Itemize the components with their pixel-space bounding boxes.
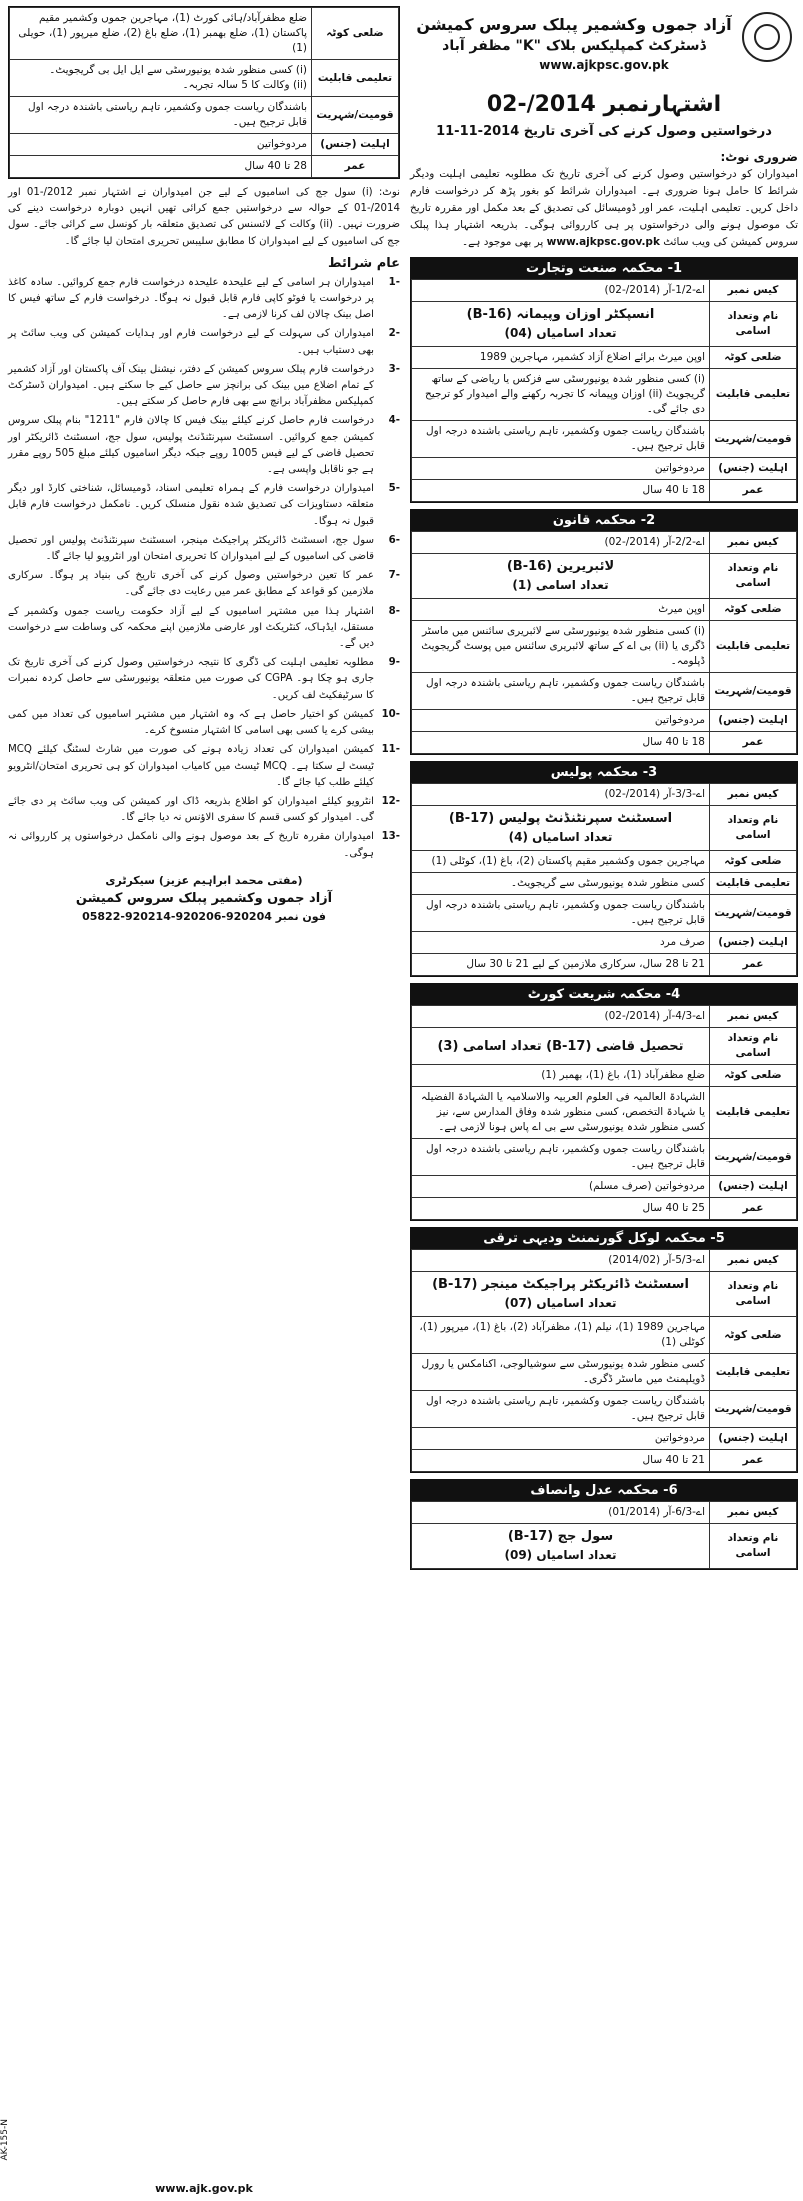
case-number: اے-2/2-آر (2014/-02) [412, 532, 710, 554]
phone-numbers: فون نمبر 920204-920206-920214-05822 [82, 909, 326, 923]
term-number: -7 [388, 570, 400, 582]
domicile: باشندگان ریاست جموں وکشمیر، تاہم ریاستی باشندہ درجہ اول قابل ترجیح ہیں۔ [10, 97, 312, 134]
qualification: (i) کسی منظور شدہ یونیورسٹی سے ایل ایل بی گریجویٹ۔ (ii) وکالت کا 5 سالہ تجربہ۔ [10, 60, 312, 97]
post-name: اسسٹنٹ سپرنٹنڈنٹ پولیس (B-17) تعداد اسامیاں (4) [412, 806, 710, 851]
advertisement-number: اشتہارنمبر 2014/-02 [486, 92, 722, 117]
term-item [8, 829, 400, 861]
left-column [8, 6, 400, 926]
ad-code: AK-155-N [0, 2119, 10, 2161]
notice-website[interactable]: www.ajkpsc.gov.pk [546, 236, 660, 248]
domicile: باشندگان ریاست جموں وکشمیر، تاہم ریاستی باشندہ درجہ اول قابل ترجیح ہیں۔ [412, 1139, 710, 1176]
domicile: باشندگان ریاست جموں وکشمیر، تاہم ریاستی باشندہ درجہ اول قابل ترجیح ہیں۔ [412, 1391, 710, 1428]
domicile: باشندگان ریاست جموں وکشمیر، تاہم ریاستی باشندہ درجہ اول قابل ترجیح ہیں۔ [412, 895, 710, 932]
term-number: -5 [388, 483, 400, 495]
term-item [8, 707, 400, 739]
term-text: امیدواران مقررہ تاریخ کے بعد موصول ہونے والی نامکمل درخواستوں پر کارروائی نہ ہوگی۔ [8, 831, 374, 859]
age: 21 تا 40 سال [412, 1450, 710, 1472]
general-terms-list [8, 275, 400, 862]
district-quota: مہاجرین 1989 (1)، نیلم (1)، مظفرآباد (2)، باغ (1)، میرپور (1)، کوٹلی (1) [412, 1317, 710, 1354]
section-heading: 1- محکمہ صنعت وتجارت [411, 258, 797, 279]
commission-title: آزاد جموں وکشمیر پبلک سروس کمیشن [416, 15, 732, 34]
term-text: امیدواران کی سہولت کے لیے درخواست فارم اور ہدایات کمیشن کی ویب سائٹ پر بھی دستیاب ہیں۔ [8, 328, 374, 356]
post-name: اسسٹنٹ ڈائریکٹر پراجیکٹ مینجر (B-17) تعداد اسامیاں (07) [412, 1272, 710, 1317]
term-item [8, 568, 400, 600]
qualification: کسی منظور شدہ یونیورسٹی سے سوشیالوجی، اکنامکس یا رورل ڈویلپمنٹ میں ماسٹر ڈگری۔ [412, 1354, 710, 1391]
term-item [8, 275, 400, 324]
district-quota: ضلع مظفرآباد/ہائی کورٹ (1)، مہاجرین جموں وکشمیر مقیم پاکستان (1)، ضلع بھمبر (1)، ضلع باغ (2)، ضلع میرپور (1)، حویلی (1) [10, 8, 312, 60]
post-name: سول جج (B-17) تعداد اسامیاں (09) [412, 1524, 710, 1569]
section-justice: 6- محکمہ عدل وانصاف کیس نمبر اے-6/3-آر (01/2014) نام وتعداد اسامی سول جج (B-17) تعداد اسامیاں (09) [410, 1479, 798, 1570]
section-shariat-court: 4- محکمہ شریعت کورٹ کیس نمبر اے-4/3-آر (2014/-02) نام وتعداد اسامی تحصیل قاضی (B-17) تعداد اسامی (3) ضلعی کوٹہ ضلع مظفرآباد (1)، باغ (1)، بھمبر (1) تعلیمی قابلیت الشہادۃ العالمیہ فی العلوم العربیہ والاسلامیہ یا الشہادۃ الفضیلہ یا شہادۃ التخصص، کسی منظور شدہ وفاق المدارس سے، نیز کسی منظور شدہ یونیورسٹی سے بی اے پاس ہونا لازمی ہے۔ قومیت/شہریت باشندگان ریاست جموں وکشمیر، تاہم ریاستی باشندہ درجہ اول قابل ترجیح ہیں۔ اہلیت (جنس) مردوخواتین (صرف مسلم) عمر 25 تا 40 سال [410, 983, 798, 1221]
section-industry: 1- محکمہ صنعت وتجارت کیس نمبر اے-1/2-آر (2014/-02) نام وتعداد اسامی انسپکٹر اوزان وپیمانہ (B-16) تعداد اسامیاں (04) ضلعی کوٹہ اوپن میرٹ برائے اضلاع آزاد کشمیر، مہاجرین 1989 تعلیمی قابلیت (i) کسی منظور شدہ یونیورسٹی سے فزکس یا ریاضی کے ساتھ گریجویٹ (ii) اوزان وپیمانہ کا تجربہ رکھنے والے امیدوار کو ترجیح دی جائے گی۔ قومیت/شہریت باشندگان ریاست جموں وکشمیر، تاہم ریاستی باشندہ درجہ اول قابل ترجیح ہیں۔ اہلیت (جنس) مردوخواتین عمر 18 تا 40 سال [410, 257, 798, 503]
term-number: -4 [388, 415, 400, 427]
gender: مردوخواتین (صرف مسلم) [412, 1176, 710, 1198]
term-text: سول جج، اسسٹنٹ ڈائریکٹر پراجیکٹ مینجر، اسسٹنٹ سپرنٹنڈنٹ پولیس اور تحصیل قاضی کی اسامیوں کے لیے امیدواران کا تحریری امتحان اور انٹرویو لیا جائے گا۔ [8, 534, 374, 563]
term-number: -11 [381, 744, 400, 756]
term-number: -6 [388, 534, 400, 546]
district-quota: ضلع مظفرآباد (1)، باغ (1)، بھمبر (1) [412, 1065, 710, 1087]
term-text: کمیشن کو اختیار حاصل ہے کہ وہ اشتہار میں مشتہر اسامیوں کی تعداد میں کمی بیشی کرے یا کسی بھی اسامی کا اشتہار منسوخ کرے۔ [8, 708, 374, 737]
case-number: اے-1/2-آر (2014/-02) [412, 280, 710, 302]
term-number: -12 [381, 795, 400, 807]
case-number: اے-4/3-آر (2014/-02) [412, 1006, 710, 1028]
qualification: الشہادۃ العالمیہ فی العلوم العربیہ والاسلامیہ یا الشہادۃ الفضیلہ یا شہادۃ التخصص، کسی منظور شدہ وفاق المدارس سے، نیز کسی منظور شدہ یونیورسٹی سے بی اے پاس ہونا لازمی ہے۔ [412, 1087, 710, 1139]
right-column [410, 150, 798, 1570]
civil-judge-note: نوٹ: (i) سول جج کی اسامیوں کے لیے جن امیدواران نے اشتہار نمبر 2012/-01 اور 2014/-01 کے حوالہ سے درخواستیں جمع کرائی تھیں انہیں دوبارہ درخواست دینے کی ضرورت نہیں۔ (ii) وکالت کے لائسنس کی تصدیق متعلقہ بار کونسل سے کرائی جائے۔ سول جج کی اسامیوں کے لیے امیدواران کا مطابق سلیبس تحریری امتحان لیا جائے گا۔ [8, 187, 400, 247]
domicile: باشندگان ریاست جموں وکشمیر، تاہم ریاستی باشندہ درجہ اول قابل ترجیح ہیں۔ [412, 421, 710, 458]
section-justice-continued: ضلعی کوٹہ ضلع مظفرآباد/ہائی کورٹ (1)، مہاجرین جموں وکشمیر مقیم پاکستان (1)، ضلع بھمبر (1)، ضلع باغ (2)، ضلع میرپور (1)، حویلی (1) تعلیمی قابلیت (i) کسی منظور شدہ یونیورسٹی سے ایل ایل بی گریجویٹ۔ (ii) وکالت کا 5 سالہ تجربہ۔ قومیت/شہریت باشندگان ریاست جموں وکشمیر، تاہم ریاستی باشندہ درجہ اول قابل ترجیح ہیں۔ اہلیت (جنس) مردوخواتین عمر 28 تا 40 سال [8, 6, 400, 179]
term-number: -1 [388, 276, 400, 288]
qualification: (i) کسی منظور شدہ یونیورسٹی سے لائبریری سائنس میں ماسٹر ڈگری یا (ii) بی اے کے ساتھ لائبریری سائنس میں پوسٹ گریجویٹ ڈپلومہ۔ [412, 621, 710, 673]
term-text: امیدواران ہر اسامی کے لیے علیحدہ علیحدہ درخواست فارم جمع کروائیں۔ سادہ کاغذ پر درخواست یا فوٹو کاپی فارم قابل قبول نہ ہوگا۔ درخواست فارم کے ساتھ فیس کا اصل بینک چالان لف کرنا لازمی ہے۔ [8, 276, 374, 321]
section-local-government: 5- محکمہ لوکل گورنمنٹ ودیہی ترقی کیس نمبر اے-5/3-آر (2014/02) نام وتعداد اسامی اسسٹنٹ ڈائریکٹر پراجیکٹ مینجر (B-17) تعداد اسامیاں (07) ضلعی کوٹہ مہاجرین 1989 (1)، نیلم (1)، مظفرآباد (2)، باغ (1)، میرپور (1)، کوٹلی (1) تعلیمی قابلیت کسی منظور شدہ یونیورسٹی سے سوشیالوجی، اکنامکس یا رورل ڈویلپمنٹ میں ماسٹر ڈگری۔ قومیت/شہریت باشندگان ریاست جموں وکشمیر، تاہم ریاستی باشندہ درجہ اول قابل ترجیح ہیں۔ اہلیت (جنس) مردوخواتین عمر 21 تا 40 سال [410, 1227, 798, 1473]
term-number: -13 [381, 831, 400, 843]
term-number: -9 [388, 657, 400, 669]
government-website[interactable]: www.ajk.gov.pk [155, 2182, 253, 2195]
case-number: اے-5/3-آر (2014/02) [412, 1250, 710, 1272]
qualification: (i) کسی منظور شدہ یونیورسٹی سے فزکس یا ریاضی کے ساتھ گریجویٹ (ii) اوزان وپیمانہ کا تجربہ رکھنے والے امیدوار کو ترجیح دی جائے گی۔ [412, 369, 710, 421]
commission-address: ڈسٹرکٹ کمپلیکس بلاک "K" مظفر آباد [442, 38, 706, 54]
term-text: کمیشن امیدواران کی تعداد زیادہ ہونے کی صورت میں شارٹ لسٹنگ کیلئے MCQ ٹیسٹ لے سکتا ہے۔ MCQ ٹیسٹ میں کامیاب امیدواران کو ہی تحریری امتحان/انٹرویو کیلئے طلب کیا جائے گا۔ [8, 744, 374, 788]
term-item [8, 533, 400, 565]
section-heading: 5- محکمہ لوکل گورنمنٹ ودیہی ترقی [411, 1228, 797, 1249]
gender: مردوخواتین [412, 458, 710, 480]
term-item [8, 481, 400, 530]
section-police: 3- محکمہ پولیس کیس نمبر اے-3/3-آر (2014/-02) نام وتعداد اسامی اسسٹنٹ سپرنٹنڈنٹ پولیس (B-17) تعداد اسامیاں (4) ضلعی کوٹہ مہاجرین جموں وکشمیر مقیم پاکستان (2)، باغ (1)، کوٹلی (1) تعلیمی قابلیت کسی منظور شدہ یونیورسٹی سے گریجویٹ۔ قومیت/شہریت باشندگان ریاست جموں وکشمیر، تاہم ریاستی باشندہ درجہ اول قابل ترجیح ہیں۔ اہلیت (جنس) صرف مرد عمر 21 تا 28 سال، سرکاری ملازمین کے لیے 21 تا 30 سال [410, 761, 798, 977]
section-heading: 4- محکمہ شریعت کورٹ [411, 984, 797, 1005]
term-text: درخواست فارم حاصل کرنے کیلئے بینک فیس کا چالان فارم "1211" بنام پبلک سروس کمیشن جمع کروائیں۔ اسسٹنٹ سپرنٹنڈنٹ پولیس، سول جج، اسسٹنٹ ڈائریکٹر اور تحصیل قاضی کے لیے فیس 1005 روپے جبکہ دیگر اسامیوں کیلئے مبلغ 505 روپے مقرر ہے جو ناقابل واپسی ہے۔ [8, 415, 375, 476]
term-item [8, 362, 400, 411]
commission-website[interactable]: www.ajkpsc.gov.pk [539, 58, 669, 72]
commission-emblem-icon [742, 12, 792, 62]
gender: مردوخواتین [412, 1428, 710, 1450]
term-number: -8 [388, 605, 400, 617]
term-item [8, 794, 400, 826]
section-heading: 2- محکمہ قانون [411, 510, 797, 531]
district-quota: مہاجرین جموں وکشمیر مقیم پاکستان (2)، باغ (1)، کوٹلی (1) [412, 851, 710, 873]
term-text: امیدواران درخواست فارم کے ہمراہ تعلیمی اسناد، ڈومیسائل، شناختی کارڈ اور دیگر متعلقہ دستاویزات کی تصدیق شدہ نقول منسلک کریں۔ نامکمل درخواست فارم قابل قبول نہ ہوگا۔ [8, 483, 374, 527]
section-law: 2- محکمہ قانون کیس نمبر اے-2/2-آر (2014/-02) نام وتعداد اسامی لائبریرین (B-16) تعداد اسامی (1) ضلعی کوٹہ اوپن میرٹ تعلیمی قابلیت (i) کسی منظور شدہ یونیورسٹی سے لائبریری سائنس میں ماسٹر ڈگری یا (ii) بی اے کے ساتھ لائبریری سائنس میں پوسٹ گریجویٹ ڈپلومہ۔ قومیت/شہریت باشندگان ریاست جموں وکشمیر، تاہم ریاستی باشندہ درجہ اول قابل ترجیح ہیں۔ اہلیت (جنس) مردوخواتین عمر 18 تا 40 سال [410, 509, 798, 755]
term-text: درخواست فارم پبلک سروس کمیشن کے دفتر، نیشنل بینک آف پاکستان اور آزاد کشمیر کے تمام اضلاع میں بینک کی برانچز سے حاصل کیے جا سکتے ہیں۔ امیدواران ڈسٹرکٹ کمپلیکس مظفرآباد برانچ سے بھی فارم حاصل کر سکتے ہیں۔ [8, 363, 374, 408]
term-item [8, 413, 400, 478]
district-quota: اوپن میرٹ [412, 599, 710, 621]
term-number: -2 [388, 328, 400, 340]
domicile: باشندگان ریاست جموں وکشمیر، تاہم ریاستی باشندہ درجہ اول قابل ترجیح ہیں۔ [412, 673, 710, 710]
notice-heading: ضروری نوٹ: [720, 150, 798, 164]
age: 18 تا 40 سال [412, 480, 710, 502]
signature-block [8, 872, 400, 926]
post-name: لائبریرین (B-16) تعداد اسامی (1) [412, 554, 710, 599]
term-text: عمر کا تعین درخواستیں وصول کرنے کی آخری تاریخ کی بنیاد پر ہوگا۔ سرکاری ملازمین کو قواعد کے مطابق عمر میں رعایت دی جائے گی۔ [8, 570, 374, 598]
section-heading: 3- محکمہ پولیس [411, 762, 797, 783]
qualification: کسی منظور شدہ یونیورسٹی سے گریجویٹ۔ [412, 873, 710, 895]
term-item [8, 655, 400, 704]
age: 21 تا 28 سال، سرکاری ملازمین کے لیے 21 تا 30 سال [412, 954, 710, 976]
term-item [8, 326, 400, 358]
age: 28 تا 40 سال [10, 156, 312, 178]
section-heading: 6- محکمہ عدل وانصاف [411, 1480, 797, 1501]
term-text: انٹرویو کیلئے امیدواران کو اطلاع بذریعہ ڈاک اور کمیشن کی ویب سائٹ پر دی جائے گی۔ امیدوار کو کسی قسم کا سفری الاؤنس نہ دیا جائے گا۔ [8, 795, 374, 824]
general-terms-heading: عام شرائط [328, 255, 400, 271]
term-item [8, 742, 400, 791]
deadline-text: درخواستیں وصول کرنے کی آخری تاریخ 2014-11-11 [436, 124, 772, 139]
age: 25 تا 40 سال [412, 1198, 710, 1220]
age: 18 تا 40 سال [412, 732, 710, 754]
case-number: اے-6/3-آر (01/2014) [412, 1502, 710, 1524]
term-item [8, 604, 400, 653]
term-number: -3 [388, 363, 400, 375]
gender: صرف مرد [412, 932, 710, 954]
post-name: انسپکٹر اوزان وپیمانہ (B-16) تعداد اسامیاں (04) [412, 302, 710, 347]
notice-text: امیدواران کو درخواستیں وصول کرنے کی آخری تاریخ تک مطلوبہ تعلیمی اہلیت ودیگر شرائط کا حامل ہونا ضروری ہے۔ امیدواران شرائط کو بغور پڑھ کر درخواست فارم داخل کریں۔ تعلیمی اہلیت، عمر اور ڈومیسائل کی تصدیق کے بعد مکمل اور مقررہ تاریخ تک موصول ہونے والی درخواستوں پر ہی کارروائی ہوگی۔ بذریعہ اشتہار ہذا پبلک سروس کمیشن کی ویب سائٹ www.ajkpsc.gov.pk پر بھی موجود ہے۔ [410, 168, 798, 248]
secretary-name: (مفتی محمد ابراہیم عزیز) سیکرٹری [105, 873, 303, 887]
signature-organization: آزاد جموں وکشمیر پبلک سروس کمیشن [75, 890, 333, 906]
gender: مردوخواتین [412, 710, 710, 732]
case-number: اے-3/3-آر (2014/-02) [412, 784, 710, 806]
term-number: -10 [381, 708, 400, 720]
term-text: مطلوبہ تعلیمی اہلیت کی ڈگری کا نتیجہ درخواستیں وصول کرنے کی آخری تاریخ تک جاری ہو چکا ہو۔ CGPA کی صورت میں متعلقہ یونیورسٹی سے حاصل کردہ نمبرات کا سرٹیفکیٹ لف کریں۔ [8, 657, 374, 701]
post-name: تحصیل قاضی (B-17) تعداد اسامی (3) [412, 1028, 710, 1065]
district-quota: اوپن میرٹ برائے اضلاع آزاد کشمیر، مہاجرین 1989 [412, 347, 710, 369]
gender: مردوخواتین [10, 134, 312, 156]
term-text: اشتہار ہذا میں مشتہر اسامیوں کے لیے آزاد حکومت ریاست جموں وکشمیر کے مستقل، ایڈہاک، کنٹریکٹ اور عارضی ملازمین اپنے محکمہ کی وساطت سے درخواست دیں گے۔ [8, 605, 374, 650]
